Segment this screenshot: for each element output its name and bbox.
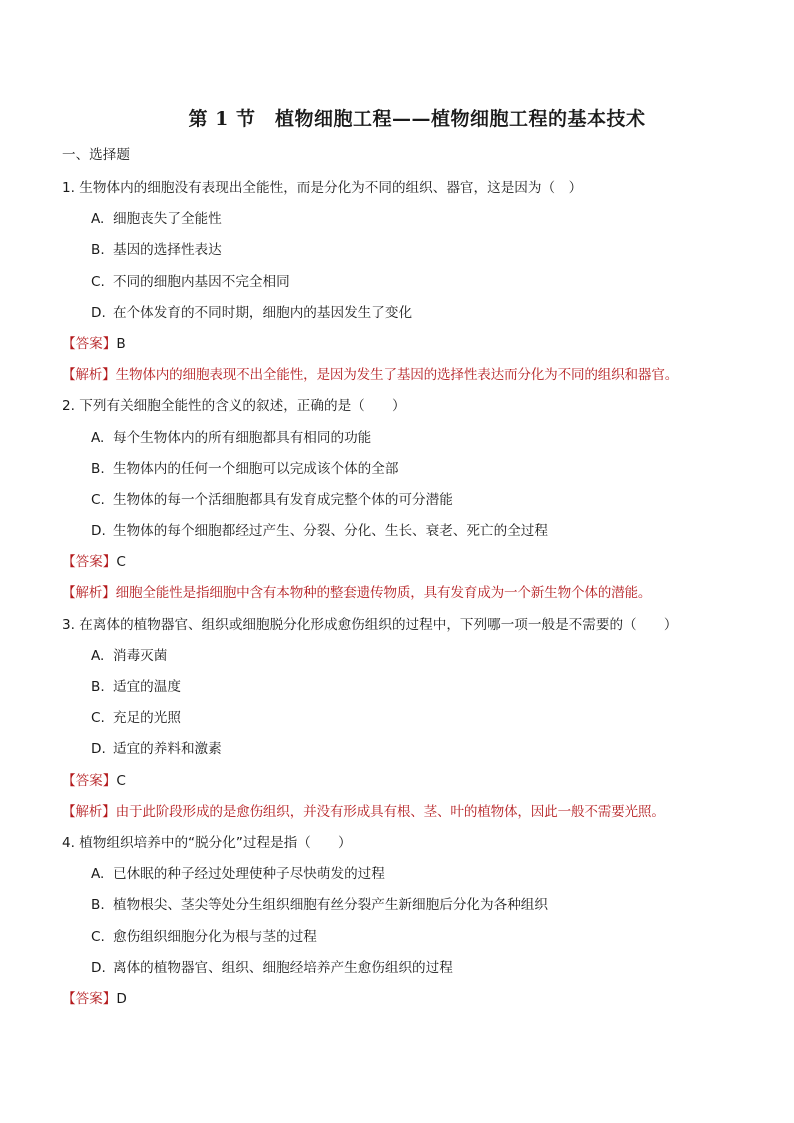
option-text: 适宜的温度 <box>113 679 181 695</box>
option-text: 已休眠的种子经过处理使种子尽快萌发的过程 <box>113 866 385 883</box>
page-title: 第 1 节 植物细胞工程——植物细胞工程的基本技术 <box>188 108 646 130</box>
option-letter: A. <box>91 429 105 446</box>
option-a <box>62 641 742 672</box>
option-text: 基因的选择性表达 <box>113 242 222 259</box>
option-c <box>62 922 742 953</box>
option-text: 适宜的养料和激素 <box>113 741 222 758</box>
answer-value: C <box>116 554 126 571</box>
analysis-line <box>62 578 742 609</box>
answer-line <box>62 547 742 578</box>
answer-line <box>62 984 742 1015</box>
analysis-text: 生物体内的细胞表现不出全能性，是因为发生了基因的选择性表达而分化为不同的组织和器官。 <box>115 367 679 384</box>
option-letter: B. <box>91 897 105 914</box>
option-text: 消毒灭菌 <box>113 647 168 664</box>
analysis-text: 细胞全能性是指细胞中含有本物种的整套遗传物质，具有发育成为一个新生物个体的潜能。 <box>115 585 652 602</box>
option-c <box>62 485 742 516</box>
option-a <box>62 204 742 235</box>
option-letter: C. <box>91 491 105 508</box>
answer-label: 【答案】 <box>62 554 117 571</box>
analysis-line <box>62 797 742 828</box>
answer-label: 【答案】 <box>62 335 117 352</box>
analysis-label: 【解析】 <box>62 585 116 602</box>
option-letter: D. <box>91 304 106 321</box>
option-text: 愈伤组织细胞分化为根与茎的过程 <box>113 928 317 945</box>
question-stem: 4. 植物组织培养中的“脱分化”过程是指（ ） <box>62 834 352 851</box>
option-letter: B. <box>91 242 105 259</box>
option-text: 每个生物体内的所有细胞都具有相同的功能 <box>113 429 372 446</box>
option-text: 生物体的每一个活细胞都具有发育成完整个体的可分潜能 <box>113 491 453 508</box>
answer-value: D <box>116 990 127 1007</box>
option-d <box>62 734 742 765</box>
option-b <box>62 454 742 485</box>
option-letter: B. <box>91 679 105 695</box>
option-text: 不同的细胞内基因不完全相同 <box>113 273 290 290</box>
option-letter: D. <box>91 741 106 758</box>
option-letter: B. <box>91 460 105 477</box>
option-text: 细胞丧失了全能性 <box>113 211 222 228</box>
option-c <box>62 703 742 734</box>
option-letter: D. <box>91 523 106 540</box>
option-letter: A. <box>91 866 105 883</box>
section-label: 一、选择题 <box>62 147 130 163</box>
analysis-line <box>62 360 742 391</box>
option-letter: A. <box>91 647 105 664</box>
option-b <box>62 672 742 703</box>
analysis-label: 【解析】 <box>62 803 116 820</box>
option-text: 离体的植物器官、组织、细胞经培养产生愈伤组织的过程 <box>113 959 453 976</box>
answer-line <box>62 766 742 797</box>
option-b <box>62 235 742 266</box>
question-stem: 3. 在离体的植物器官、组织或细胞脱分化形成愈伤组织的过程中，下列哪一项一般是不需要的（ ） <box>62 616 678 633</box>
option-a <box>62 859 742 890</box>
answer-label: 【答案】 <box>62 990 117 1007</box>
question-stem: 2. 下列有关细胞全能性的含义的叙述，正确的是（ ） <box>62 398 406 415</box>
option-d <box>62 953 742 984</box>
option-letter: C. <box>91 928 105 945</box>
answer-value: C <box>116 772 126 789</box>
option-d <box>62 516 742 547</box>
option-d <box>62 298 742 329</box>
answer-value: B <box>116 335 126 352</box>
option-text: 充足的光照 <box>113 710 181 727</box>
analysis-label: 【解析】 <box>62 367 116 384</box>
option-text: 植物根尖、茎尖等处分生组织细胞有丝分裂产生新细胞后分化为各种组织 <box>113 897 548 914</box>
option-letter: C. <box>91 710 105 727</box>
option-c <box>62 267 742 298</box>
answer-label: 【答案】 <box>62 772 117 789</box>
option-text: 生物体的每个细胞都经过产生、分裂、分化、生长、衰老、死亡的全过程 <box>113 523 548 540</box>
option-text: 生物体内的任何一个细胞可以完成该个体的全部 <box>113 460 399 477</box>
answer-line <box>62 329 742 360</box>
option-letter: C. <box>91 273 105 290</box>
option-letter: A. <box>91 211 105 228</box>
option-text: 在个体发育的不同时期，细胞内的基因发生了变化 <box>113 304 413 321</box>
option-letter: D. <box>91 959 106 976</box>
question-list <box>62 143 742 1015</box>
question-stem: 1. 生物体内的细胞没有表现出全能性，而是分化为不同的组织、器官，这是因为（ ） <box>62 180 583 196</box>
option-a <box>62 423 742 454</box>
option-b <box>62 890 742 921</box>
analysis-text: 由于此阶段形成的是愈伤组织，并没有形成具有根、茎、叶的植物体，因此一般不需要光照。 <box>115 803 665 820</box>
